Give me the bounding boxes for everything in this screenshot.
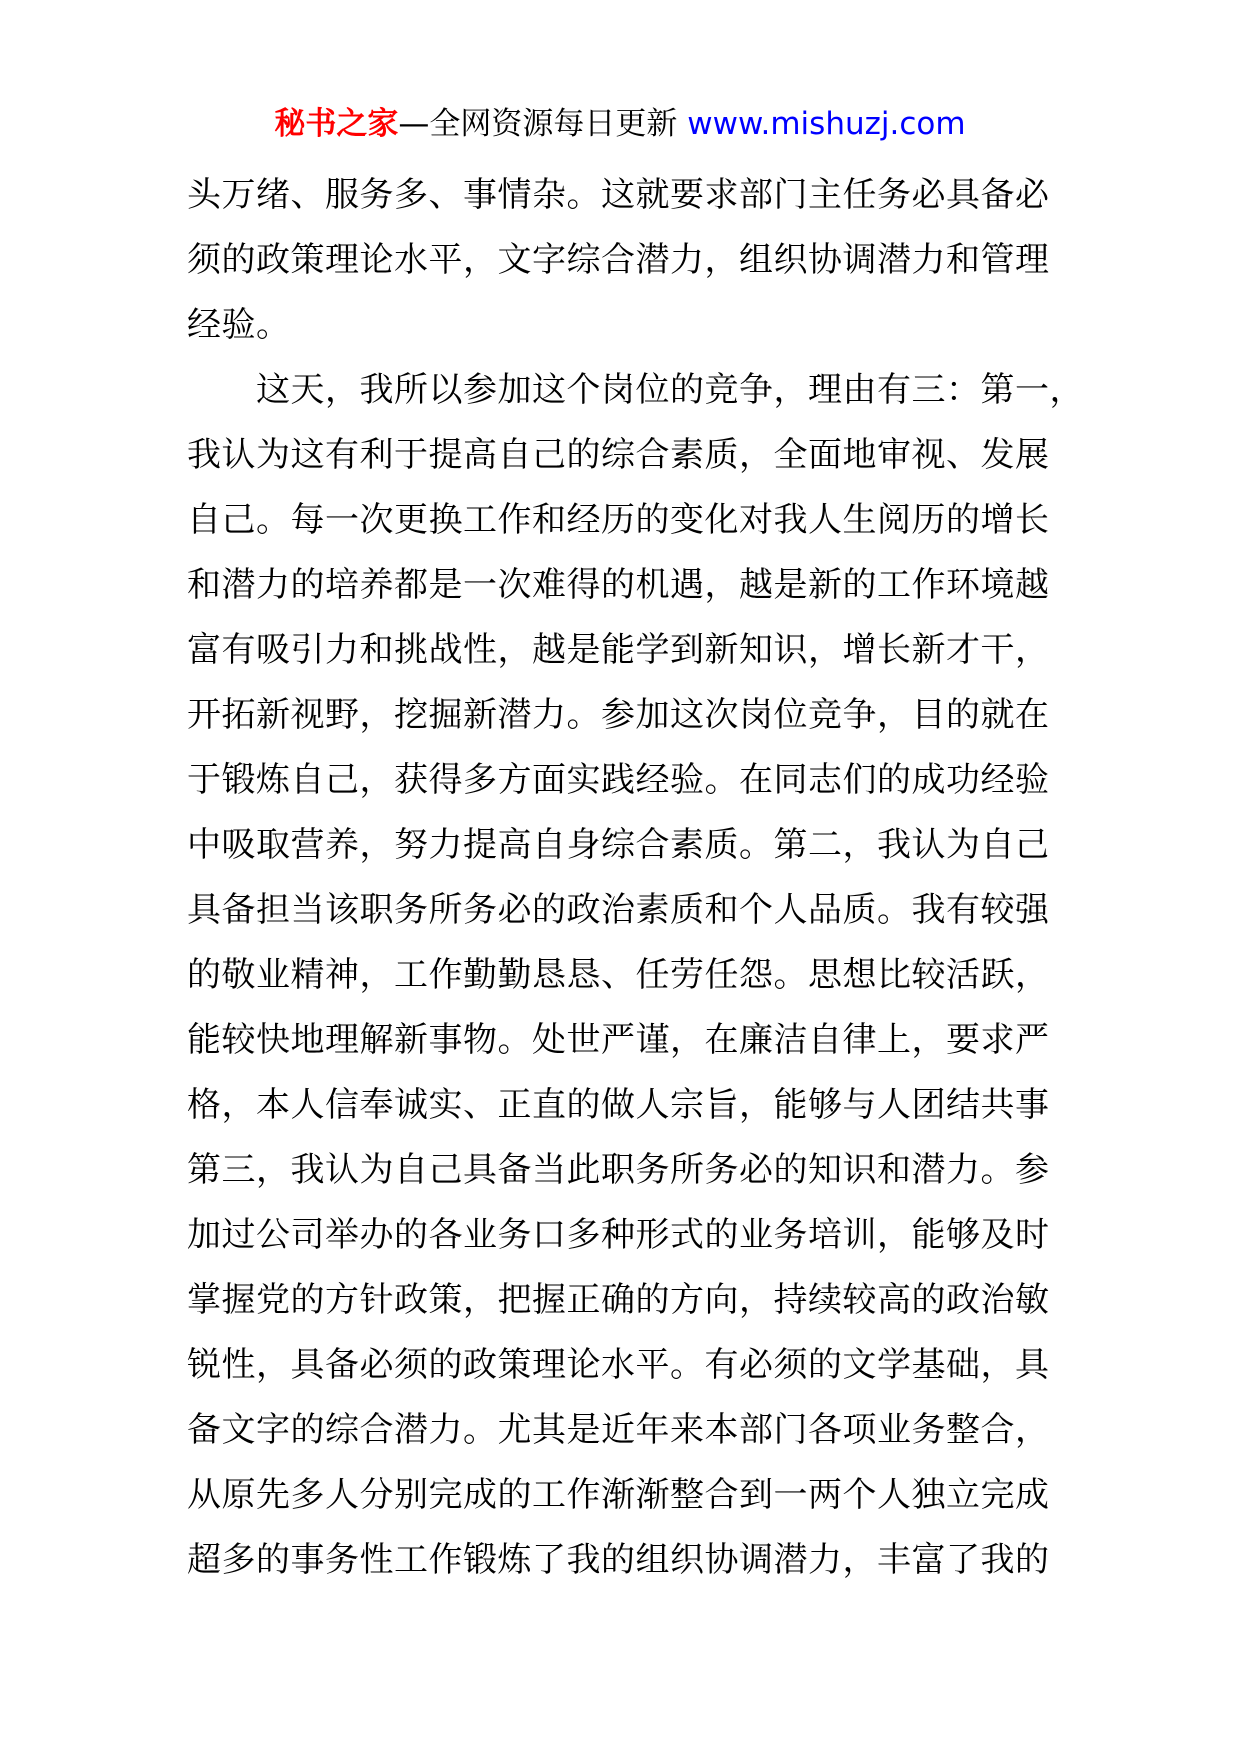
text-line: 格，本人信奉诚实、正直的做人宗旨，能够与人团结共事 — [187, 1085, 1050, 1125]
text-line: 的敬业精神，工作勤勤恳恳、任劳任怨。思想比较活跃， — [187, 955, 1050, 995]
text-line: 须的政策理论水平，文字综合潜力，组织协调潜力和管理 — [187, 240, 1050, 280]
text-line: 经验。 — [187, 305, 291, 345]
text-line: 中吸取营养，努力提高自身综合素质。第二，我认为自己 — [187, 825, 1050, 865]
page-header — [0, 98, 1240, 150]
text-line: 于锻炼自己，获得多方面实践经验。在同志们的成功经验 — [187, 760, 1050, 800]
text-line: 具备担当该职务所务必的政治素质和个人品质。我有较强 — [187, 890, 1050, 930]
text-line: 锐性，具备必须的政策理论水平。有必须的文学基础，具 — [187, 1345, 1050, 1385]
text-line: 加过公司举办的各业务口多种形式的业务培训，能够及时 — [187, 1215, 1050, 1255]
header-site-url[interactable]: www.mishuzj.com — [687, 106, 966, 142]
text-line: 这天，我所以参加这个岗位的竞争，理由有三：第一， — [187, 370, 1084, 410]
text-line: 掌握党的方针政策，把握正确的方向，持续较高的政治敏 — [187, 1280, 1050, 1320]
text-line: 富有吸引力和挑战性，越是能学到新知识，增长新才干， — [187, 630, 1050, 670]
text-line: 备文字的综合潜力。尤其是近年来本部门各项业务整合， — [187, 1410, 1050, 1450]
text-line: 和潜力的培养都是一次难得的机遇，越是新的工作环境越 — [187, 565, 1050, 605]
text-line: 能较快地理解新事物。处世严谨，在廉洁自律上，要求严 — [187, 1020, 1050, 1060]
header-brand: 秘书之家 — [274, 106, 399, 142]
text-line: 开拓新视野，挖掘新潜力。参加这次岗位竞争，目的就在 — [187, 695, 1050, 735]
text-line: 从原先多人分别完成的工作渐渐整合到一两个人独立完成 — [187, 1475, 1050, 1515]
body-text — [187, 163, 1087, 1593]
text-line: 第三，我认为自己具备当此职务所务必的知识和潜力。参 — [187, 1150, 1050, 1190]
text-line: 头万绪、服务多、事情杂。这就要求部门主任务必具备必 — [187, 175, 1050, 215]
text-line: 我认为这有利于提高自己的综合素质，全面地审视、发展 — [187, 435, 1050, 475]
text-line: 自己。每一次更换工作和经历的变化对我人生阅历的增长 — [187, 500, 1050, 540]
text-line: 超多的事务性工作锻炼了我的组织协调潜力，丰富了我的 — [187, 1540, 1050, 1580]
header-tagline: —全网资源每日更新 — [398, 106, 678, 142]
